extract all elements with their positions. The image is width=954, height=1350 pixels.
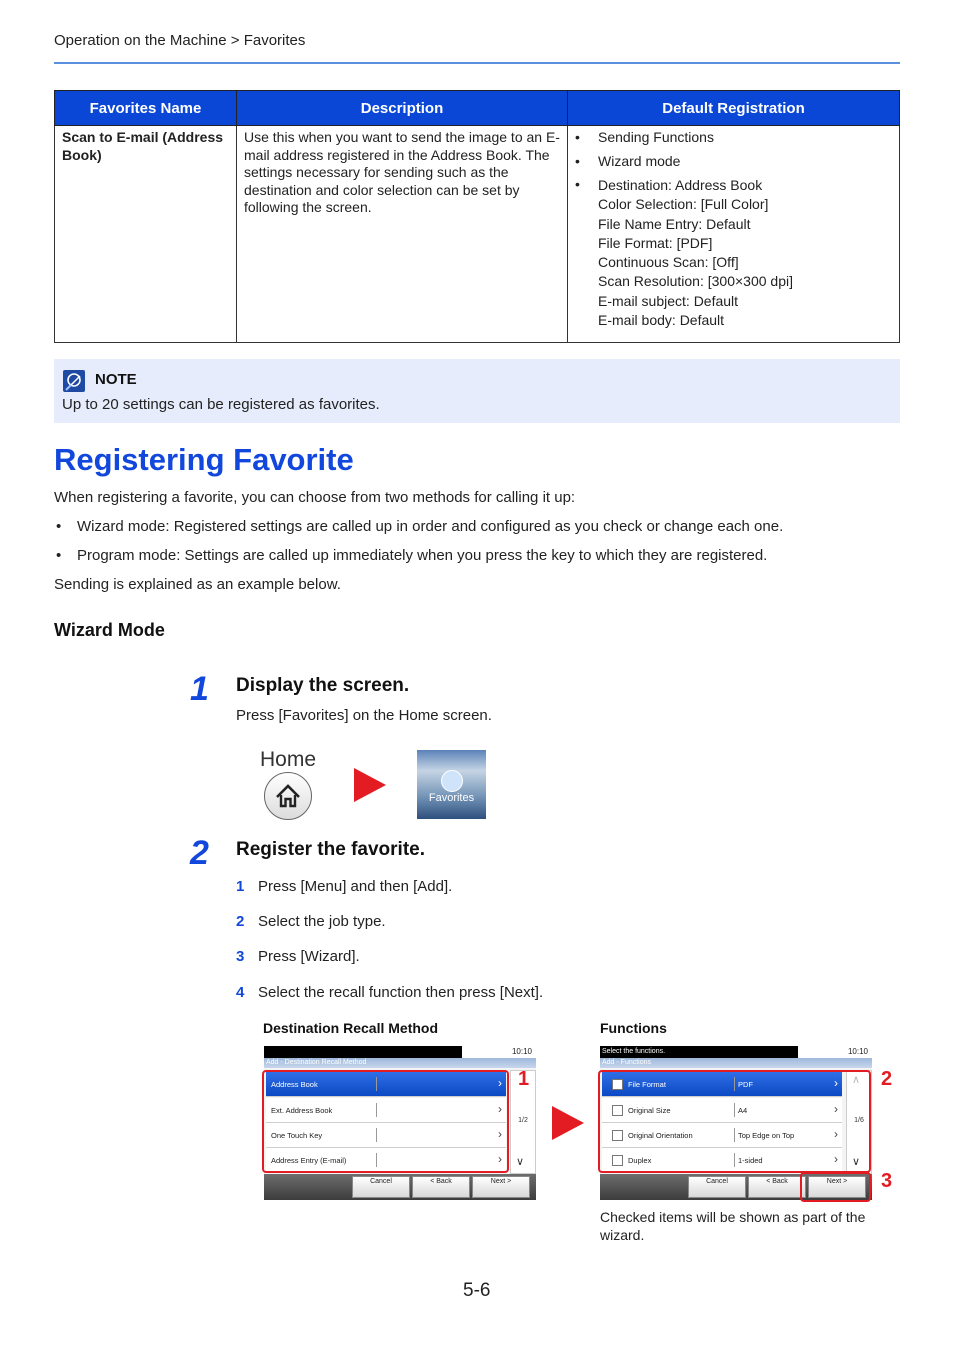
list-item xyxy=(575,176,892,330)
table-header-row xyxy=(55,91,900,126)
row-label: Address Book xyxy=(271,1080,318,1089)
step-title: Display the screen. xyxy=(236,675,410,696)
panel-subtitle: Add - Destination Recall Method xyxy=(264,1058,536,1068)
section-title: Registering Favorite xyxy=(54,442,354,477)
callout-number: 1 xyxy=(518,1068,530,1090)
panel-subtitle: Add - Functions xyxy=(600,1058,872,1068)
example-text: Sending is explained as an example below. xyxy=(54,576,341,593)
home-label: Home xyxy=(260,748,317,771)
subheading: Wizard Mode xyxy=(54,620,165,640)
cancel-button[interactable]: Cancel xyxy=(352,1176,410,1198)
arrow-right-icon xyxy=(354,768,386,802)
registration-line: File Name Entry: Default xyxy=(598,215,751,232)
registration-cell xyxy=(568,126,900,343)
panel-caption: Destination Recall Method xyxy=(263,1020,439,1036)
chevron-right-icon: › xyxy=(834,1152,838,1166)
chevron-right-icon: › xyxy=(498,1152,502,1166)
callout-number: 3 xyxy=(881,1170,893,1192)
row-value: A4 xyxy=(738,1106,748,1115)
favorites-table xyxy=(54,90,900,343)
step-title: Register the favorite. xyxy=(236,839,425,860)
registration-line: Continuous Scan: [Off] xyxy=(598,254,739,271)
intro-text: When registering a favorite, you can choose from two methods for calling it up: xyxy=(54,489,576,506)
highlight-box xyxy=(800,1172,871,1202)
chevron-right-icon: › xyxy=(498,1127,502,1141)
column-header: Favorites Name xyxy=(55,91,237,126)
highlight-box xyxy=(598,1070,871,1173)
registration-line: E-mail subject: Default xyxy=(598,292,739,309)
note-text: Up to 20 settings can be registered as favorites. xyxy=(62,396,380,413)
substep-text: Select the recall function then press [Next]. xyxy=(258,984,544,1001)
bullet-text: Wizard mode: Registered settings are called up in order and configured as you check or change each one. xyxy=(77,518,784,535)
description-cell: Use this when you want to send the image to an E-mail address registered in the Address Book. The settings necessary for sending such as the destination and color selection can be set by following the screen. xyxy=(237,126,568,343)
next-button[interactable]: Next > xyxy=(808,1176,866,1198)
page-number: 5-6 xyxy=(463,1280,491,1301)
chevron-up-icon[interactable]: ∧ xyxy=(852,1074,861,1086)
substep-number: 1 xyxy=(236,878,245,895)
step-text: Press [Favorites] on the Home screen. xyxy=(236,707,492,724)
star-icon xyxy=(441,770,463,792)
favorite-name-cell: Scan to E-mail (Address Book) xyxy=(55,126,237,343)
bullet-icon: • xyxy=(56,518,62,535)
chevron-right-icon: › xyxy=(498,1076,502,1090)
substep-text: Press [Wizard]. xyxy=(258,948,360,965)
substep-text: Press [Menu] and then [Add]. xyxy=(258,878,453,895)
arrow-right-icon xyxy=(552,1106,584,1140)
panel-note: Checked items will be shown as part of the wizard. xyxy=(600,1209,866,1243)
page-indicator: 1/2 xyxy=(518,1117,528,1124)
bullet-text: Program mode: Settings are called up immediately when you press the key to which they are registered. xyxy=(77,547,768,564)
chevron-right-icon: › xyxy=(834,1076,838,1090)
column-header: Description xyxy=(237,91,568,126)
panel-button-bar xyxy=(264,1174,536,1200)
favorites-button[interactable] xyxy=(417,750,486,819)
panel-status-bar: Select the functions. xyxy=(600,1046,798,1058)
back-button[interactable]: < Back xyxy=(748,1176,806,1198)
step-number: 1 xyxy=(190,670,209,708)
note-box xyxy=(54,359,900,423)
substep-text: Select the job type. xyxy=(258,913,386,930)
registration-line: • Destination: Address Book xyxy=(598,177,763,193)
row-label: One Touch Key xyxy=(271,1131,323,1140)
callout-number: 2 xyxy=(881,1068,893,1090)
next-button[interactable]: Next > xyxy=(472,1176,530,1198)
panel-status-bar xyxy=(264,1046,462,1058)
chevron-down-icon[interactable]: ∨ xyxy=(516,1156,525,1168)
header-divider xyxy=(54,62,900,64)
note-title: NOTE xyxy=(95,371,137,388)
panel-time: 10:10 xyxy=(511,1047,532,1056)
chevron-right-icon: › xyxy=(498,1102,502,1116)
row-value: Top Edge on Top xyxy=(738,1131,795,1140)
substep-number: 3 xyxy=(236,948,245,965)
back-button[interactable]: < Back xyxy=(412,1176,470,1198)
row-label: Duplex xyxy=(628,1156,652,1165)
row-value: PDF xyxy=(738,1080,753,1089)
row-value: 1-sided xyxy=(738,1156,763,1165)
panel-time: 10:10 xyxy=(847,1047,868,1056)
row-label: Original Orientation xyxy=(628,1131,693,1140)
favorites-label: Favorites xyxy=(428,792,475,804)
chevron-right-icon: › xyxy=(834,1102,838,1116)
registration-line: File Format: [PDF] xyxy=(598,234,713,251)
step-number: 2 xyxy=(190,834,209,872)
row-label: File Format xyxy=(628,1080,666,1089)
row-label: Original Size xyxy=(628,1106,671,1115)
note-icon xyxy=(63,370,85,392)
panel-caption: Functions xyxy=(600,1020,667,1036)
highlight-box xyxy=(262,1070,509,1173)
cancel-button[interactable]: Cancel xyxy=(688,1176,746,1198)
chevron-down-icon[interactable]: ∨ xyxy=(852,1156,861,1168)
list-item: • Wizard mode xyxy=(575,153,892,171)
substep-number: 4 xyxy=(236,984,245,1001)
substep-number: 2 xyxy=(236,913,245,930)
bullet-icon: • xyxy=(56,547,62,564)
registration-line: Color Selection: [Full Color] xyxy=(598,196,769,213)
home-button[interactable] xyxy=(264,772,312,820)
row-label: Ext. Address Book xyxy=(271,1106,333,1115)
page-indicator: 1/6 xyxy=(854,1117,864,1124)
registration-line: E-mail body: Default xyxy=(598,312,725,329)
column-header: Default Registration xyxy=(568,91,900,126)
registration-line: Scan Resolution: [300×300 dpi] xyxy=(598,273,793,290)
home-icon xyxy=(265,773,311,819)
list-item: • Sending Functions xyxy=(575,129,892,147)
row-label: Address Entry (E-mail) xyxy=(271,1156,347,1165)
breadcrumb: Operation on the Machine > Favorites xyxy=(54,32,306,49)
table-row xyxy=(55,126,900,343)
chevron-right-icon: › xyxy=(834,1127,838,1141)
